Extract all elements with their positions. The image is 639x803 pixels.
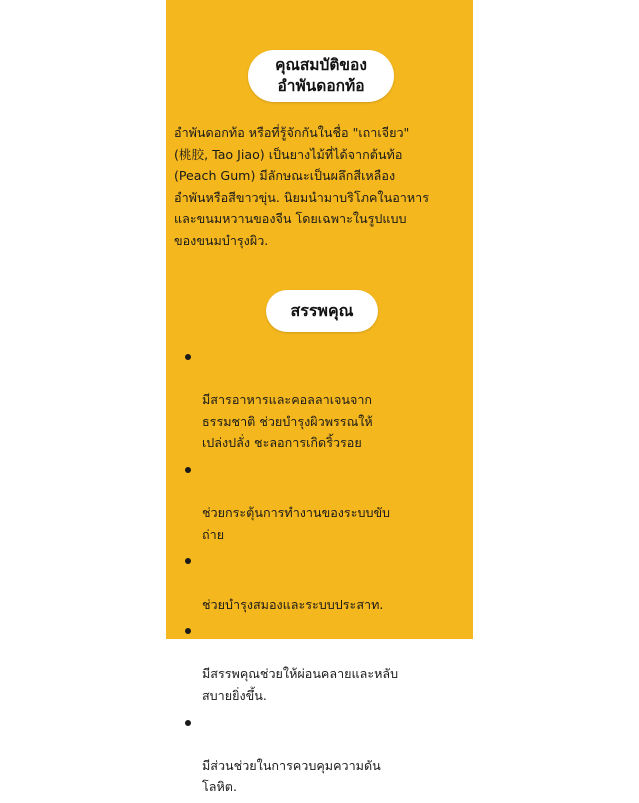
list-item: [184, 620, 466, 706]
intro-paragraph: อำพันดอกท้อ หรือที่รู้จักกันในชื่อ "เถาเจียว" (桃胶, Tao Jiao) เป็นยางไม้ที่ได้จากต้นท้อ (Peach Gum) มีลักษณะเป็นผลึกสีเหลือง อำพันหรือสีขาวขุ่น. นิยมนำมาบริโภคในอาหาร และขนมหวานของจีน โดยเฉพาะในรูปแบบ ของขนมบำรุงผิว.: [174, 125, 429, 248]
bullet-icon: [185, 558, 191, 564]
benefit-text: มีสรรพคุณช่วยให้ผ่อนคลายและหลับ สบายยิ่งขึ้น.: [202, 666, 399, 703]
benefits-badge: สรรพคุณ: [266, 290, 378, 332]
benefit-text: มีสารอาหารและคอลลาเจนจาก ธรรมชาติ ช่วยบำรุงผิวพรรณให้ เปล่งปลั่ง ชะลอการเกิดริ้วรอย: [202, 392, 373, 451]
bullet-icon: [185, 354, 191, 360]
list-item: [184, 346, 466, 454]
bullet-icon: [185, 628, 191, 634]
title-line-1: คุณสมบัติของ: [275, 56, 367, 74]
list-item: [184, 459, 466, 545]
benefit-text: ช่วยบำรุงสมองและระบบประสาท.: [202, 596, 384, 612]
list-item: [184, 712, 466, 798]
title-badge: [248, 50, 394, 102]
list-item: [184, 550, 466, 615]
benefit-text: ช่วยกระตุ้นการทำงานของระบบขับ ถ่าย: [202, 505, 391, 542]
benefit-text: มีส่วนช่วยในการควบคุมความดัน โลหิต.: [202, 757, 381, 795]
info-panel: [166, 0, 473, 795]
bullet-icon: [185, 720, 191, 726]
benefits-list: [184, 346, 466, 803]
bullet-icon: [185, 467, 191, 473]
title-line-2: อำพันดอกท้อ: [277, 77, 365, 95]
